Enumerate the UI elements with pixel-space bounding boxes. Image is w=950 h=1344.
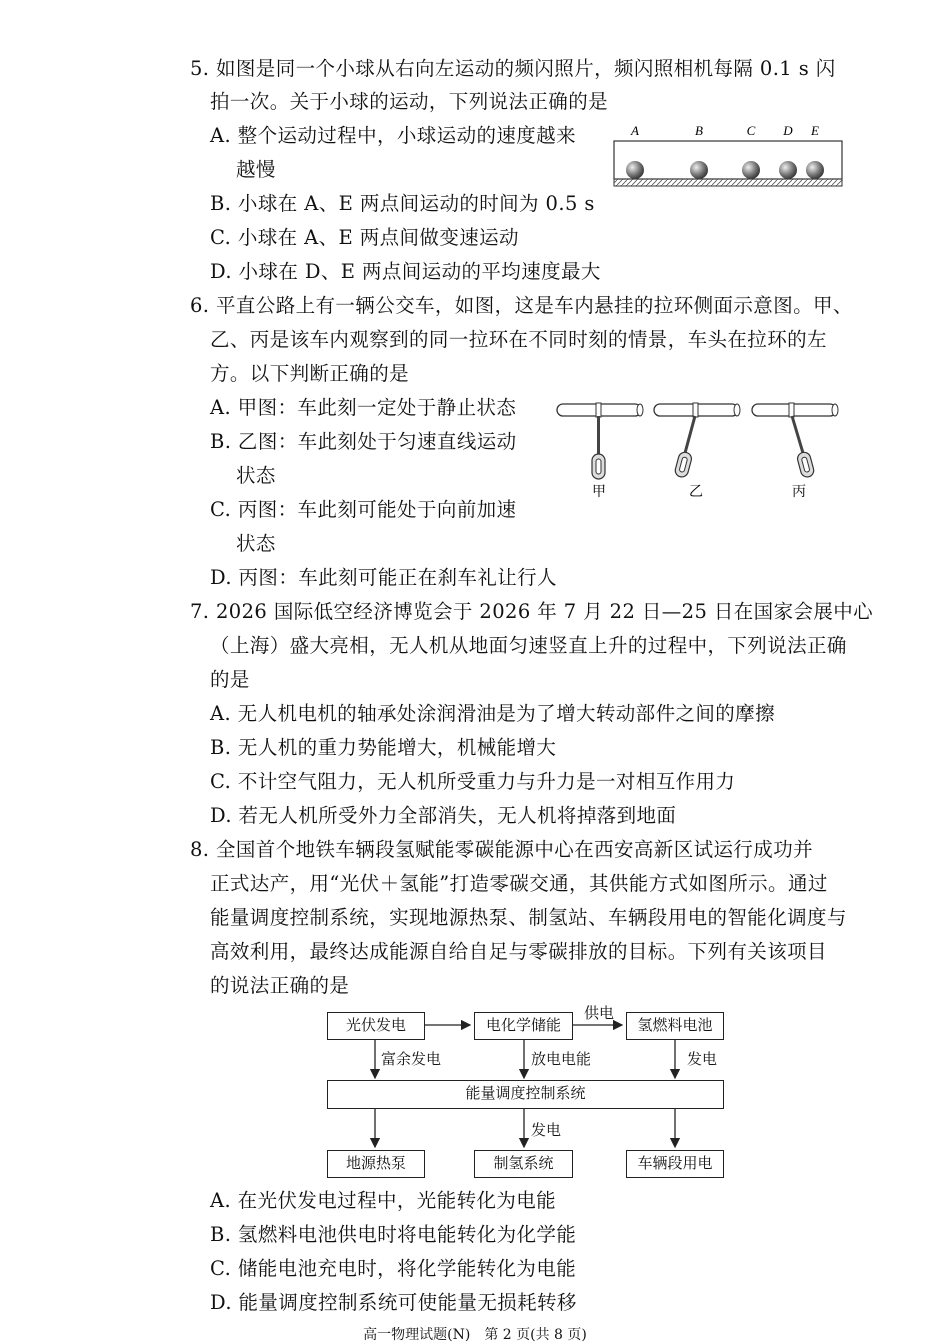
q8-option-c: C. 储能电池充电时，将化学能转化为电能 [210, 1257, 577, 1280]
energy-control-system-box: 能量调度控制系统 [327, 1080, 724, 1109]
generation-label-2: 发电 [531, 1121, 562, 1139]
q8-option-d: D. 能量调度控制系统可使能量无损耗转移 [210, 1291, 577, 1314]
label-a: A [631, 123, 639, 138]
q6-option-c: C. 丙图：车此刻可能处于向前加速 [210, 498, 517, 521]
q8-option-b: B. 氢燃料电池供电时将电能转化为化学能 [210, 1223, 577, 1246]
q6-stem-line3: 方。以下判断正确的是 [210, 362, 410, 385]
q6-option-d: D. 丙图：车此刻可能正在刹车礼让行人 [210, 566, 557, 589]
ball-e [806, 161, 824, 179]
label-yi: 乙 [689, 484, 703, 500]
handle-jia [557, 403, 643, 479]
q5-strobe-figure [612, 120, 844, 192]
q8-stem-line5: 的说法正确的是 [210, 974, 350, 997]
q7-option-b: B. 无人机的重力势能增大，机械能增大 [210, 736, 557, 759]
label-d: D [783, 123, 793, 138]
q6-option-c-cont: 状态 [236, 532, 276, 555]
q8-stem-line3: 能量调度控制系统，实现地源热泵、制氢站、车辆段用电的智能化调度与 [210, 906, 847, 929]
q8-stem-line1: 8. 全国首个地铁车辆段氢赋能零碳能源中心在西安高新区试运行成功并 [190, 838, 814, 861]
pv-generation-box: 光伏发电 [327, 1012, 425, 1040]
q7-stem-line1: 7. 2026 国际低空经济博览会于 2026 年 7 月 22 日—25 日在国家会展中心 [190, 600, 874, 623]
q5-option-a-cont: 越慢 [236, 158, 276, 181]
generation-label: 发电 [687, 1050, 718, 1068]
q7-option-d: D. 若无人机所受外力全部消失，无人机将掉落到地面 [210, 804, 677, 827]
label-jia: 甲 [592, 484, 606, 500]
q6-stem-line1: 6. 平直公路上有一辆公交车，如图，这是车内悬挂的拉环侧面示意图。甲、 [190, 294, 853, 317]
q8-stem-line2: 正式达产，用“光伏＋氢能”打造零碳交通，其供能方式如图所示。通过 [210, 872, 828, 895]
q7-option-a: A. 无人机电机的轴承处涂润滑油是为了增大转动部件之间的摩擦 [210, 702, 775, 725]
q5-stem-line1: 5. 如图是同一个小球从右向左运动的频闪照片，频闪照相机每隔 0.1 s 闪 [190, 57, 836, 80]
ground-heat-pump-box: 地源热泵 [327, 1150, 425, 1178]
q8-option-a: A. 在光伏发电过程中，光能转化为电能 [210, 1189, 557, 1212]
q5-stem-line2: 拍一次。关于小球的运动，下列说法正确的是 [210, 90, 609, 113]
q5-option-a: A. 整个运动过程中，小球运动的速度越来 [210, 124, 576, 147]
q6-handle-figure [552, 398, 844, 506]
q5-option-c: C. 小球在 A、E 两点间做变速运动 [210, 226, 519, 249]
supply-label: 供电 [584, 1004, 615, 1022]
q8-stem-line4: 高效利用，最终达成能源自给自足与零碳排放的目标。下列有关该项目 [210, 940, 827, 963]
q6-option-b: B. 乙图：车此刻处于匀速直线运动 [210, 430, 517, 453]
label-e: E [811, 123, 819, 138]
surplus-generation-label: 富余发电 [381, 1050, 442, 1068]
q5-option-d: D. 小球在 D、E 两点间运动的平均速度最大 [210, 260, 601, 283]
label-bing: 丙 [792, 484, 806, 500]
q7-stem-line3: 的是 [210, 668, 250, 691]
q6-option-b-cont: 状态 [236, 464, 276, 487]
q6-option-a: A. 甲图：车此刻一定处于静止状态 [210, 396, 517, 419]
ball-d [779, 161, 797, 179]
discharge-energy-label: 放电电能 [531, 1050, 592, 1068]
q6-stem-line2: 乙、丙是该车内观察到的同一拉环在不同时刻的情景，车头在拉环的左 [210, 328, 827, 351]
page-footer: 高一物理试题(N) 第 2 页(共 8 页) [363, 1327, 587, 1343]
handle-bing [752, 403, 838, 478]
q7-option-c: C. 不计空气阻力，无人机所受重力与升力是一对相互作用力 [210, 770, 736, 793]
hydrogen-fuel-cell-box: 氢燃料电池 [626, 1012, 724, 1040]
label-c: C [746, 123, 756, 138]
q7-stem-line2: （上海）盛大亮相，无人机从地面匀速竖直上升的过程中，下列说法正确 [210, 634, 847, 657]
ball-b [690, 161, 708, 179]
ball-c [742, 161, 760, 179]
hydrogen-production-box: 制氢系统 [474, 1150, 573, 1178]
q5-option-b: B. 小球在 A、E 两点间运动的时间为 0.5 s [210, 192, 595, 215]
depot-electricity-box: 车辆段用电 [626, 1150, 724, 1178]
label-b: B [695, 123, 703, 138]
ball-a [626, 161, 644, 179]
electrochemical-storage-box: 电化学储能 [474, 1012, 573, 1040]
handle-yi [654, 403, 740, 478]
